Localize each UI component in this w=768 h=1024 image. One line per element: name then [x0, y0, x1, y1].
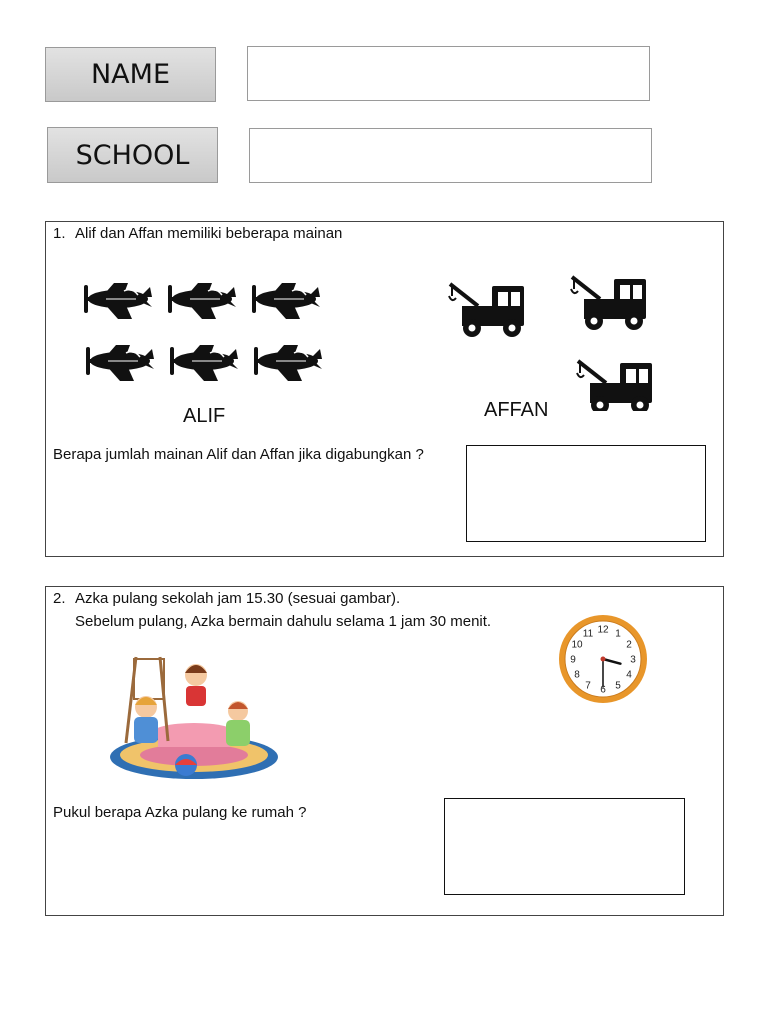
clock-numeral: 10 — [571, 639, 583, 651]
tow-truck-icon — [571, 277, 646, 330]
clock-numeral: 11 — [582, 628, 594, 640]
airplane-icon — [86, 345, 154, 381]
question-1-number: 1. — [53, 225, 66, 242]
clock-numeral: 3 — [630, 654, 636, 666]
clock-numeral: 1 — [615, 628, 621, 640]
question-1-prompt: Alif dan Affan memiliki beberapa mainan — [75, 225, 343, 242]
clock-icon — [557, 613, 649, 705]
affan-toys-group — [444, 266, 664, 411]
question-1-text: Berapa jumlah mainan Alif dan Affan jika digabungkan ? — [53, 446, 424, 463]
clock-numeral: 2 — [626, 639, 632, 651]
clock-numeral: 5 — [615, 680, 621, 692]
tow-truck-icon — [449, 284, 524, 337]
question-2-text: Pukul berapa Azka pulang ke rumah ? — [53, 804, 307, 821]
school-label: SCHOOL — [47, 127, 218, 183]
clock-numeral: 9 — [570, 654, 576, 666]
children-playing-illustration — [106, 653, 286, 783]
affan-label: AFFAN — [484, 399, 549, 421]
clock-numeral: 12 — [597, 624, 609, 636]
question-2-answer-box[interactable] — [444, 798, 685, 895]
name-label: NAME — [45, 47, 216, 102]
tow-truck-icon — [577, 361, 652, 411]
school-field[interactable] — [249, 128, 652, 183]
question-2-prompt-line1: Azka pulang sekolah jam 15.30 (sesuai gambar). — [75, 590, 401, 607]
question-1-answer-box[interactable] — [466, 445, 706, 542]
clock-numeral: 4 — [626, 669, 632, 681]
question-2-number: 2. — [53, 590, 66, 607]
airplane-icon — [84, 283, 152, 319]
clock-numeral: 8 — [574, 669, 580, 681]
question-2-section — [45, 586, 724, 916]
airplane-icon — [168, 283, 236, 319]
clock-numeral: 6 — [600, 684, 606, 696]
alif-toys-group — [80, 275, 330, 395]
airplane-icon — [252, 283, 320, 319]
question-2-prompt-line2: Sebelum pulang, Azka bermain dahulu selama 1 jam 30 menit. — [75, 613, 492, 630]
clock-numeral: 7 — [585, 680, 591, 692]
airplane-icon — [254, 345, 322, 381]
question-1-section — [45, 221, 724, 557]
alif-label: ALIF — [183, 405, 226, 427]
airplane-icon — [170, 345, 238, 381]
name-field[interactable] — [247, 46, 650, 101]
